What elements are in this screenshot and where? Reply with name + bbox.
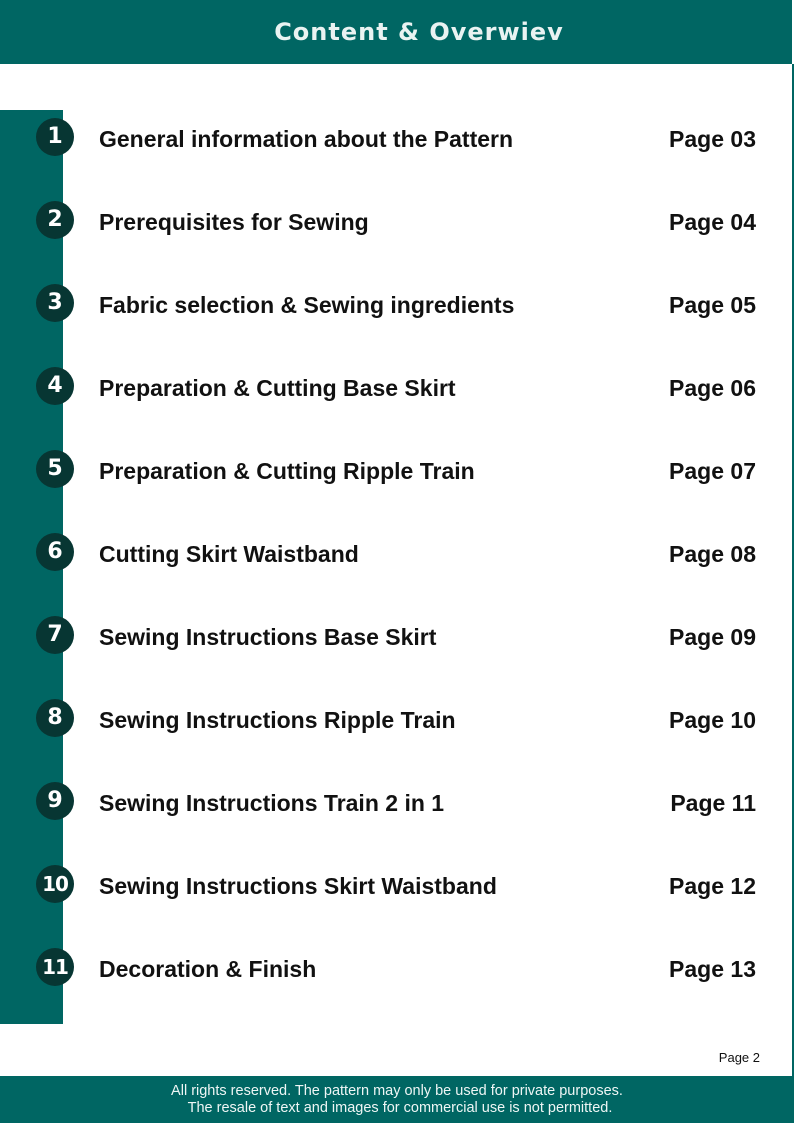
toc-page: Page 06 xyxy=(669,375,756,401)
toc-title: Prerequisites for Sewing xyxy=(99,209,369,235)
toc-number-badge: 11 xyxy=(36,948,74,986)
toc-row-2 xyxy=(0,181,794,264)
toc-number-badge: 7 xyxy=(36,616,74,654)
toc-page: Page 11 xyxy=(670,790,756,816)
page-number: Page 2 xyxy=(718,1050,760,1065)
footer-rights-line: All rights reserved. The pattern may only be used for private purposes. xyxy=(171,1082,623,1099)
toc-row-10 xyxy=(0,845,794,928)
toc-number-badge: 6 xyxy=(36,533,74,571)
toc-number-badge: 9 xyxy=(36,782,74,820)
toc-title: Preparation & Cutting Base Skirt xyxy=(99,375,456,401)
page-title: Content & Overwiev xyxy=(274,18,564,46)
toc-row-1 xyxy=(0,98,794,181)
toc-row-11 xyxy=(0,928,794,1011)
toc-page: Page 07 xyxy=(669,458,756,484)
toc-row-3 xyxy=(0,264,794,347)
page-header xyxy=(0,0,792,64)
toc-title: Sewing Instructions Train 2 in 1 xyxy=(99,790,445,816)
toc-page: Page 13 xyxy=(669,956,756,982)
toc-number-badge: 4 xyxy=(36,367,74,405)
toc-title: Sewing Instructions Ripple Train xyxy=(99,707,456,733)
page-footer xyxy=(0,1076,794,1123)
toc-number-badge: 8 xyxy=(36,699,74,737)
toc-row-8 xyxy=(0,679,794,762)
toc-title: Cutting Skirt Waistband xyxy=(99,541,359,567)
toc-number-badge: 2 xyxy=(36,201,74,239)
toc-page: Page 09 xyxy=(669,624,756,650)
footer-resale-line: The resale of text and images for commercial use is not permitted. xyxy=(187,1099,613,1116)
toc-number-badge: 3 xyxy=(36,284,74,322)
toc-page: Page 08 xyxy=(669,541,756,567)
toc-number-badge: 10 xyxy=(36,865,74,903)
toc-page: Page 03 xyxy=(669,126,756,152)
toc-number-badge: 5 xyxy=(36,450,74,488)
toc-number-badge: 1 xyxy=(36,118,74,156)
toc-title: Sewing Instructions Base Skirt xyxy=(99,624,437,650)
toc-page: Page 12 xyxy=(669,873,756,899)
toc-row-6 xyxy=(0,513,794,596)
toc-title: Sewing Instructions Skirt Waistband xyxy=(99,873,497,899)
toc-row-5 xyxy=(0,430,794,513)
toc-row-4 xyxy=(0,347,794,430)
table-of-contents xyxy=(0,98,794,1011)
toc-row-9 xyxy=(0,762,794,845)
toc-title: Preparation & Cutting Ripple Train xyxy=(99,458,475,484)
toc-page: Page 10 xyxy=(669,707,756,733)
toc-title: Fabric selection & Sewing ingredients xyxy=(99,292,515,318)
toc-title: General information about the Pattern xyxy=(99,126,514,152)
toc-page: Page 04 xyxy=(669,209,756,235)
toc-row-7 xyxy=(0,596,794,679)
toc-page: Page 05 xyxy=(669,292,756,318)
toc-title: Decoration & Finish xyxy=(99,956,317,982)
